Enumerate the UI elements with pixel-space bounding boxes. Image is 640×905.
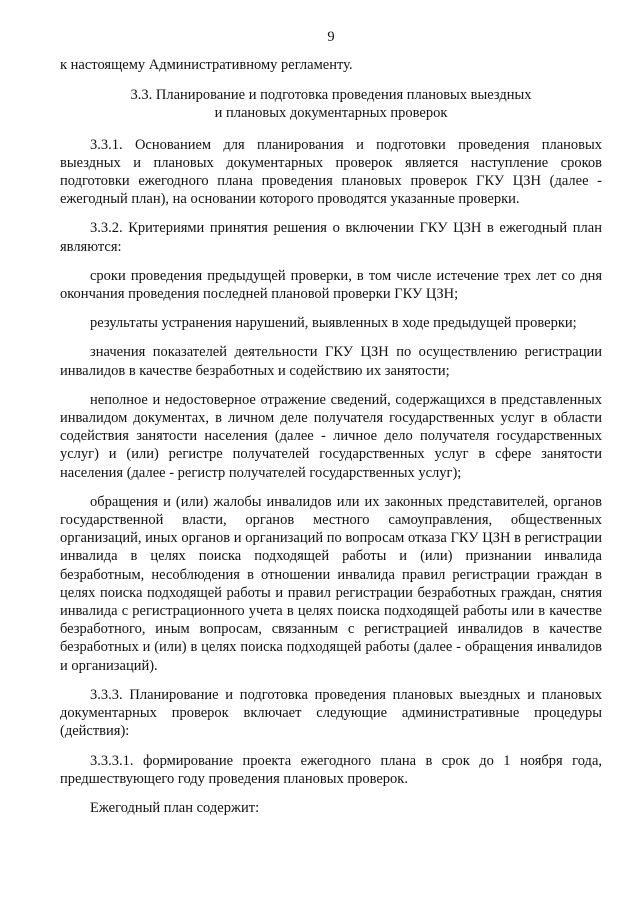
section-heading-line-1: 3.3. Планирование и подготовка проведения плановых выездных bbox=[130, 87, 532, 104]
intro-line: к настоящему Административному регламенту. bbox=[60, 57, 353, 73]
criterion-violations-results: результаты устранения нарушений, выявленных в ходе предыдущей проверки; bbox=[90, 315, 577, 332]
criterion-complaints: обращения и (или) жалобы инвалидов или их законных представителей, органов государственной власти, органов местного самоуправления, общественных организаций, иных органов и организаций по вопросам отказа ГКУ ЦЗН в регистрации инвалида в целях поиска подходящей работы и (или) признании инвалида безработным, несоблюдения в отношении инвалида правил регистрации граждан в целях поиска подходящей работы и правил регистрации безработных граждан, снятия инвалида с регистрационного учета в целях поиска подходящей работы или в качестве безработного, иным вопросам, связанным с регистрацией инвалидов в качестве безработных и (или) в целях поиска подходящей работы (далее - обращения инвалидов и организаций). bbox=[60, 493, 602, 674]
paragraph-3-3-3-1: 3.3.3.1. формирование проекта ежегодного плана в срок до 1 ноября года, предшествующего году проведения плановых проверок. bbox=[60, 752, 602, 787]
section-heading bbox=[60, 86, 602, 122]
section-heading-line-2: и плановых документарных проверок bbox=[214, 105, 448, 122]
criterion-incomplete-data: неполное и недостоверное отражение сведений, содержащихся в представленных инвалидом документах, в личном деле получателя государственных услуг в области содействия занятости населения (далее - личное дело получателя государственных услуг) и (или) регистре получателей государственных услуг в сфере занятости населения (далее - регистр получателей государственных услуг); bbox=[60, 391, 602, 481]
paragraph-3-3-2: 3.3.2. Критериями принятия решения о включении ГКУ ЦЗН в ежегодный план являются: bbox=[60, 220, 602, 255]
criterion-previous-inspection: сроки проведения предыдущей проверки, в том числе истечение трех лет со дня окончания проведения последней плановой проверки ГКУ ЦЗН; bbox=[60, 267, 602, 303]
criterion-performance-indicators: значения показателей деятельности ГКУ ЦЗН по осуществлению регистрации инвалидов в качестве безработных и содействию их занятости; bbox=[60, 344, 602, 379]
annual-plan-contents: Ежегодный план содержит: bbox=[90, 799, 260, 816]
paragraph-3-3-1: 3.3.1. Основанием для планирования и подготовки проведения плановых выездных и плановых документарных проверок является наступление сроков подготовки ежегодного плана проведения плановых проверок ГКУ ЦЗН (далее - ежегодный план), на основании которого проводятся указанные проверки. bbox=[60, 136, 602, 208]
paragraph-3-3-3: 3.3.3. Планирование и подготовка проведения плановых выездных и плановых документарных проверок включает следующие административные процедуры (действия): bbox=[60, 686, 602, 740]
page-number: 9 bbox=[327, 29, 335, 45]
